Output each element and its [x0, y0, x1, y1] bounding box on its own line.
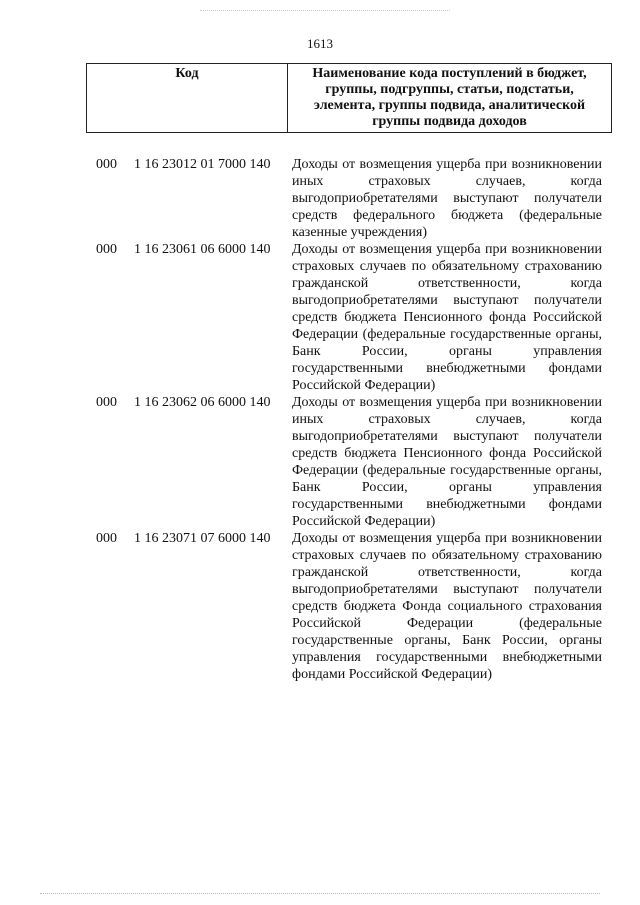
admin-code: 000 — [96, 242, 117, 257]
header-code-label: Код — [87, 64, 288, 133]
income-description: Доходы от возмещения ущерба при возникновении страховых случаев по обязательному страхованию гражданской ответственности, когда выгодоприобретателями выступают получатели средств бюджета Пенсионного фонда Российской Федерации (федеральные государственные органы, Банк России, органы управления государственными внебюджетными фондами Российской Федерации) — [292, 242, 602, 393]
income-description: Доходы от возмещения ущерба при возникновении иных страховых случаев, когда выгодоприобретателями выступают получатели средств бюджета Пенсионного фонда Российской Федерации (федеральные государственные органы, Банк России, органы управления государственными внебюджетными фондами Российской Федерации) — [292, 395, 602, 529]
table-header — [86, 63, 612, 133]
table-row — [0, 241, 640, 394]
table-row — [0, 530, 640, 683]
income-description: Доходы от возмещения ущерба при возникновении иных страховых случаев, когда выгодоприобретателями выступают получатели средств федерального бюджета (федеральные казенные учреждения) — [292, 157, 602, 240]
admin-code: 000 — [96, 531, 117, 546]
table-body — [0, 156, 640, 683]
page-number: 1613 — [307, 36, 333, 51]
budget-code: 1 16 23012 01 7000 140 — [134, 157, 271, 172]
admin-code: 000 — [96, 157, 117, 172]
header-name-label: Наименование кода поступлений в бюджет, группы, подгруппы, статьи, подстатьи, элемента, группы подвида, аналитической группы подвида доходов — [288, 64, 612, 133]
scan-artifact-top — [200, 10, 450, 12]
budget-code: 1 16 23062 06 6000 140 — [134, 395, 271, 410]
budget-code: 1 16 23061 06 6000 140 — [134, 242, 271, 257]
income-description: Доходы от возмещения ущерба при возникновении страховых случаев по обязательному страхованию гражданской ответственности, когда выгодоприобретателями выступают получатели средств бюджета Фонда социального страхования Российской Федерации (федеральные государственные органы, Банк России, органы управления государственными внебюджетными фондами Российской Федерации) — [292, 531, 602, 682]
budget-code: 1 16 23071 07 6000 140 — [134, 531, 271, 546]
scan-artifact-bottom — [40, 893, 600, 895]
table-row — [0, 394, 640, 530]
table-row — [0, 156, 640, 241]
admin-code: 000 — [96, 395, 117, 410]
